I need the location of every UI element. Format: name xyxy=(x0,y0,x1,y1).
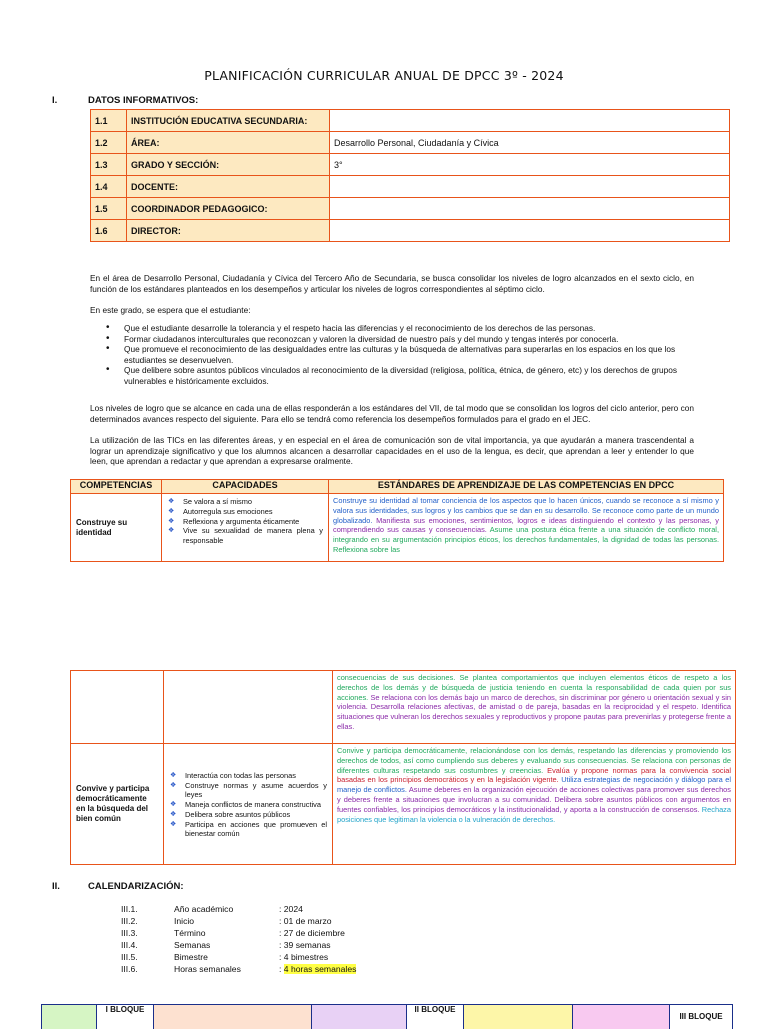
competencia-name: Convive y participa democráticamente en la búsqueda del bien común xyxy=(71,744,164,865)
cal-num: III.4. xyxy=(121,940,138,950)
cal-value: : 4 bimestres xyxy=(279,952,329,962)
objectives-list xyxy=(106,323,694,386)
info-table xyxy=(90,109,730,242)
intro-paragraph: En el área de Desarrollo Personal, Ciudadanía y Cívica del Tercero Año de Secundaria, se busca consolidar los niveles de logro alcanzados en el sexto ciclo, en función de los estándares planteados en los desempeños y articular los niveles de logros correspondientes al séptimo ciclo. xyxy=(90,273,694,294)
cal-value: : 27 de diciembre xyxy=(279,928,345,938)
list-item xyxy=(121,939,356,951)
expect-paragraph: En este grado, se espera que el estudiante: xyxy=(90,305,251,315)
list-item: ❖ Delibera sobre asuntos públicos xyxy=(185,810,327,820)
std-text: Se relaciona con personas de diferentes culturas respetando sus costumbres y creencias. xyxy=(337,755,731,775)
list-item: • Que delibere sobre asuntos públicos vinculados al reconocimiento de la diversidad (religiosa, política, étnica, de género, etc) y los derechos de grupos vulnerables e históricamente excluidos. xyxy=(106,365,694,386)
list-item xyxy=(121,963,356,975)
info-key: COORDINADOR PEDAGOGICO: xyxy=(127,198,330,220)
info-key: GRADO Y SECCIÓN: xyxy=(127,154,330,176)
bottom-cell xyxy=(572,1005,669,1029)
bloque-label: II BLOQUE xyxy=(414,1005,456,1014)
info-value xyxy=(330,198,730,220)
capacidades-cell xyxy=(164,744,333,865)
list-item: ❖ Autorregula sus emociones xyxy=(183,507,323,517)
info-value xyxy=(330,220,730,242)
cal-num: III.1. xyxy=(121,904,138,914)
list-item: ❖ Reflexiona y argumenta éticamente xyxy=(183,517,323,527)
bloque-cell xyxy=(669,1005,733,1029)
info-value: 3° xyxy=(330,154,730,176)
std-text: Asume una postura ética frente a una situación de conflicto moral, integrando en su argumentación principios éticos, los derechos fundamentales, la dignidad de todas las personas. Reflexiona sobre las xyxy=(333,525,720,554)
list-item: • Que el estudiante desarrolle la tolerancia y el respeto hacia las diferencias y el reconocimiento de los derechos de las personas. xyxy=(106,323,694,334)
cal-num: III.2. xyxy=(121,916,138,926)
cal-value: : 39 semanas xyxy=(279,940,331,950)
info-num: 1.5 xyxy=(91,198,127,220)
page-title: PLANIFICACIÓN CURRICULAR ANUAL DE DPCC 3º - 2024 xyxy=(204,68,564,83)
info-num: 1.3 xyxy=(91,154,127,176)
capacidades-cell xyxy=(162,494,329,562)
cal-label: Semanas xyxy=(174,940,211,950)
calendar-list xyxy=(121,903,356,975)
list-item: • Formar ciudadanos interculturales que reconozcan y valoren la diversidad de nuestro país y del mundo y tengas interés por conocerla. xyxy=(106,334,694,345)
cal-label: Término xyxy=(174,928,206,938)
info-value: Desarrollo Personal, Ciudadanía y Cívica xyxy=(330,132,730,154)
list-item: ❖ Maneja conflictos de manera constructiva xyxy=(185,800,327,810)
info-key: DOCENTE: xyxy=(127,176,330,198)
std-text: Delibera sobre asuntos públicos con argumentos en fuentes confiables, los principios democráticos y la institucionalidad, y aporta a la construcción de consensos. xyxy=(337,794,731,814)
list-item: ❖ Participa en acciones que promueven el bienestar común xyxy=(185,820,327,840)
col-header: COMPETENCIAS xyxy=(71,480,162,494)
cal-value: : 2024 xyxy=(279,904,303,914)
info-value xyxy=(330,110,730,132)
std-text: Evalúa y propone normas para la convivencia social basadas en los principios democráticos y en la legislación vigente. xyxy=(337,765,732,785)
list-item: ❖ Se valora a sí mismo xyxy=(183,497,323,507)
competencia-name xyxy=(71,671,164,744)
bottom-cell xyxy=(311,1005,406,1029)
list-item xyxy=(121,927,356,939)
estandar-cell xyxy=(329,494,724,562)
list-item: ❖ Interactúa con todas las personas xyxy=(185,771,327,781)
std-text: Utiliza estrategias de negociación y diálogo para el manejo de conflictos. xyxy=(337,775,731,795)
std-text: consecuencias de sus decisiones. Se plantea comportamientos que incluyen elementos éticos de respeto a los derechos de los demás y de búsqueda de justicia teniendo en cuenta la responsabilidad de cada quien por sus acciones. xyxy=(337,673,731,702)
estandar-cell xyxy=(333,671,736,744)
cal-label: Inicio xyxy=(174,916,195,926)
capacidades-cell xyxy=(164,671,333,744)
info-value xyxy=(330,176,730,198)
list-item: ❖ Vive su sexualidad de manera plena y responsable xyxy=(183,526,323,546)
list-item: ❖ Construye normas y asume acuerdos y leyes xyxy=(185,781,327,801)
section-label: DATOS INFORMATIVOS: xyxy=(88,95,199,106)
info-row xyxy=(91,132,730,154)
bloque-label: I BLOQUE xyxy=(105,1005,145,1014)
list-item xyxy=(121,915,356,927)
section-label: CALENDARIZACIÓN: xyxy=(88,881,184,892)
bloques-header-row xyxy=(41,1004,733,1029)
estandar-cell xyxy=(333,744,736,865)
cal-num: III.5. xyxy=(121,952,138,962)
info-row xyxy=(91,154,730,176)
bottom-cell xyxy=(463,1005,572,1029)
info-key: INSTITUCIÓN EDUCATIVA SECUNDARIA: xyxy=(127,110,330,132)
competencia-name: Construye su identidad xyxy=(71,494,162,562)
info-num: 1.4 xyxy=(91,176,127,198)
info-row xyxy=(91,176,730,198)
cal-label: Año académico xyxy=(174,904,234,914)
section-number: II. xyxy=(52,881,60,892)
col-header: CAPACIDADES xyxy=(162,480,329,494)
info-row xyxy=(91,198,730,220)
competencias-table-continued xyxy=(70,670,736,865)
info-key: DIRECTOR: xyxy=(127,220,330,242)
list-item xyxy=(121,903,356,915)
std-text: Rechaza posiciones que legitiman la violencia o la vulneración de derechos. xyxy=(337,804,731,824)
bloque-cell xyxy=(406,1005,463,1029)
cal-num: III.3. xyxy=(121,928,138,938)
levels-paragraph: Los niveles de logro que se alcance en cada una de ellas responderán a los estándares del VII, de tal modo que se consolidan los logros del ciclo anterior, pero con determinados avances respecto del siguiente. Para ello se tendrá como referencia los desempeños formulados para el grado en el JEC. xyxy=(90,403,694,424)
cal-label: Horas semanales xyxy=(174,964,241,974)
cal-value: : 01 de marzo xyxy=(279,916,332,926)
info-num: 1.6 xyxy=(91,220,127,242)
cal-label: Bimestre xyxy=(174,952,208,962)
bottom-cell xyxy=(153,1005,311,1029)
cal-value-prefix: : xyxy=(279,964,284,974)
list-item: • Que promueve el reconocimiento de las desigualdades entre las culturas y la búsqueda de alternativas para superarlas en los espacios en los que los estudiantes se desenvuelven. xyxy=(106,344,694,365)
std-text: Manifiesta sus emociones, sentimientos, logros e ideas distinguiendo el contexto y las personas, y comprendiendo sus causas y consecuencias. xyxy=(333,515,719,535)
table-row xyxy=(71,744,736,865)
std-text: Convive y participa democráticamente, relacionándose con los demás, respetando las diferencias y promoviendo los derechos de todos, así como cumpliendo sus deberes y evaluando sus consecuencias. xyxy=(337,746,731,765)
info-key: ÁREA: xyxy=(127,132,330,154)
bloque-cell xyxy=(96,1005,153,1029)
std-text: Se relaciona con los demás bajo un marco de derechos, sin discriminar por género u orientación sexual y sin violencia. Desarrolla relaciones afectivas, de amistad o de pareja, basadas en la reciprocidad y el respeto. Identifica situaciones que vulneran los derechos sexuales y reproductivos y propone pautas para prevenirlas y protegerse frente a ellas. xyxy=(337,692,731,731)
tics-paragraph: La utilización de las TICs en las diferentes áreas, y en especial en el área de comunicación son de vital importancia, ya que ayudarán a manera trascendental a lograr un aprendizaje significativo y que los alumnos alcancen a desarrollar capacidades en el uso de la lengua, es decir, que aprendan a leer y entender lo que leen, que aprendan a redactar y que aprendan a expresarse oralmente. xyxy=(90,435,694,466)
table-row xyxy=(71,494,724,562)
info-num: 1.1 xyxy=(91,110,127,132)
section-number: I. xyxy=(52,95,58,106)
bloque-label: III BLOQUE xyxy=(679,1012,723,1021)
competencias-table xyxy=(70,479,724,562)
std-text: Construye su identidad al tomar conciencia de los aspectos que lo hacen únicos, cuando se reconoce a sí mismo y valora sus identidades, sus logros y los cambios que se dan en su desarrollo. Se reconoce como parte de un mundo globalizado. xyxy=(333,496,719,525)
bottom-cell xyxy=(41,1005,96,1029)
info-num: 1.2 xyxy=(91,132,127,154)
cal-value-highlight: 4 horas semanales xyxy=(283,964,357,974)
info-row xyxy=(91,110,730,132)
std-text: Asume deberes en la organización ejecución de acciones colectivas para promover sus derechos y deberes frente a situaciones que involucran a su comunidad. xyxy=(337,785,731,804)
cal-num: III.6. xyxy=(121,964,138,974)
col-header: ESTÁNDARES DE APRENDIZAJE DE LAS COMPETENCIAS EN DPCC xyxy=(329,480,724,494)
table-row xyxy=(71,671,736,744)
list-item xyxy=(121,951,356,963)
info-row xyxy=(91,220,730,242)
